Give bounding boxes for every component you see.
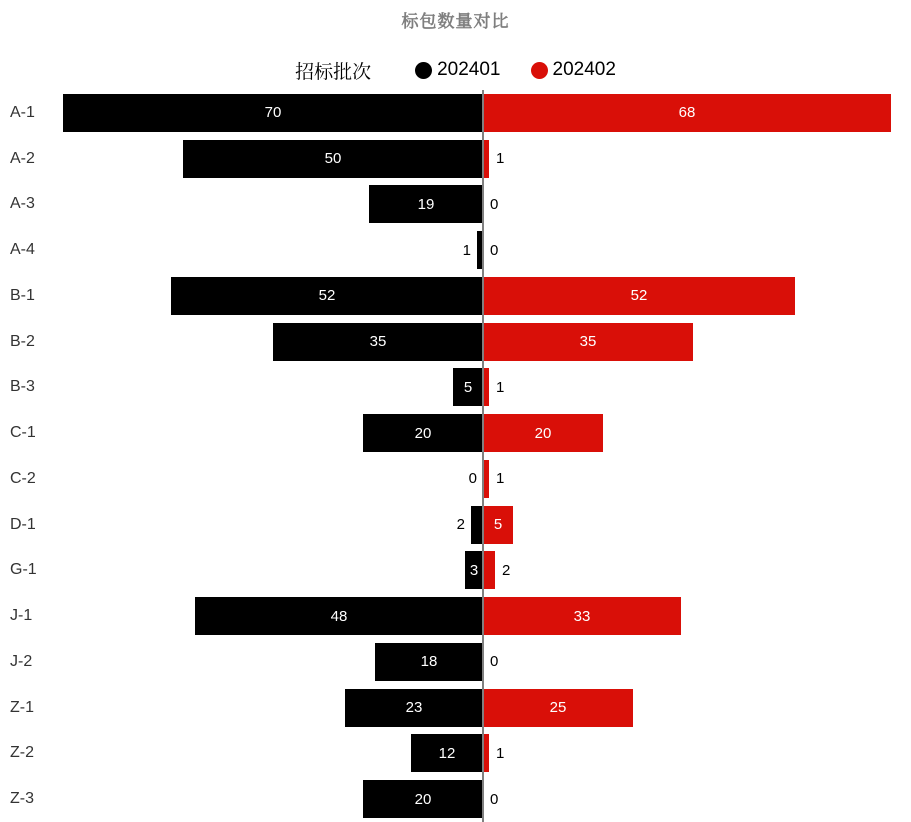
bar-202401-C-1: [363, 414, 483, 452]
category-label: Z-1: [10, 698, 34, 716]
category-label: B-1: [10, 286, 35, 304]
value-label: 12: [438, 744, 456, 762]
value-label: 1: [496, 378, 505, 396]
category-label: A-3: [10, 195, 35, 213]
bar-202402-J-1: [483, 597, 681, 635]
bar-202401-Z-1: [345, 689, 483, 727]
bar-202401-A-3: [369, 185, 483, 223]
category-label: Z-2: [10, 744, 34, 762]
value-label: 19: [417, 195, 435, 213]
value-label: 52: [318, 287, 336, 305]
category-label: J-1: [10, 607, 33, 625]
bar-202401-B-3: [453, 368, 483, 406]
bar-202401-B-1: [171, 277, 483, 315]
legend-circle-icon: [531, 62, 548, 79]
bar-202402-B-1: [483, 277, 795, 315]
legend-circle-icon: [415, 62, 432, 79]
value-label: 0: [490, 195, 499, 213]
value-label: 20: [414, 424, 432, 442]
value-label: 1: [462, 241, 471, 259]
value-label: 0: [468, 470, 477, 488]
value-label: 2: [502, 561, 511, 579]
category-label: J-2: [10, 652, 33, 670]
bar-202401-B-2: [273, 323, 483, 361]
value-label: 20: [414, 790, 432, 808]
legend-item-label: 202401: [437, 59, 501, 80]
legend-item-202402[interactable]: [531, 59, 616, 81]
value-label: 48: [330, 607, 348, 625]
category-label: Z-3: [10, 790, 34, 808]
value-label: 1: [496, 470, 505, 488]
legend-item-label: 202402: [552, 59, 616, 80]
category-label: D-1: [10, 515, 36, 533]
category-label: B-2: [10, 332, 35, 350]
bar-202401-J-1: [195, 597, 483, 635]
chart-title: 标包数量对比: [401, 12, 510, 31]
bar-202401-Z-3: [363, 780, 483, 818]
center-axis-line: [482, 90, 484, 822]
category-label: A-4: [10, 241, 35, 259]
bar-202402-D-1: [483, 506, 513, 544]
category-label: A-2: [10, 149, 35, 167]
value-label: 5: [493, 516, 503, 534]
value-label: 1: [496, 150, 505, 168]
value-label: 20: [534, 424, 552, 442]
value-label: 0: [490, 653, 499, 671]
value-label: 70: [264, 104, 282, 122]
legend-title: 招标批次: [295, 61, 372, 83]
bar-202401-A-1: [63, 94, 483, 132]
category-label: C-1: [10, 424, 36, 442]
category-label: C-2: [10, 469, 36, 487]
legend-item-202401[interactable]: [415, 59, 500, 81]
bar-202401-A-2: [183, 140, 483, 178]
value-label: 1: [496, 744, 505, 762]
value-label: 33: [573, 607, 591, 625]
category-label: B-3: [10, 378, 35, 396]
bar-202402-Z-1: [483, 689, 633, 727]
value-label: 23: [405, 699, 423, 717]
value-label: 68: [678, 104, 696, 122]
value-label: 35: [369, 333, 387, 351]
bar-202401-J-2: [375, 643, 483, 681]
category-label: A-1: [10, 103, 35, 121]
value-label: 50: [324, 150, 342, 168]
category-label: G-1: [10, 561, 37, 579]
plot-area: [0, 90, 911, 822]
value-label: 2: [456, 516, 465, 534]
value-label: 25: [549, 699, 567, 717]
value-label: 0: [490, 790, 499, 808]
legend: [0, 54, 911, 86]
value-label: 18: [420, 653, 438, 671]
value-label: 35: [579, 333, 597, 351]
bar-202401-G-1: [465, 551, 483, 589]
bar-202402-G-1: [483, 551, 495, 589]
value-label: 5: [463, 378, 473, 396]
value-label: 3: [469, 561, 479, 579]
bar-202402-B-2: [483, 323, 693, 361]
bar-202401-Z-2: [411, 734, 483, 772]
value-label: 0: [490, 241, 499, 259]
value-label: 52: [630, 287, 648, 305]
bar-202402-A-1: [483, 94, 891, 132]
bar-202402-C-1: [483, 414, 603, 452]
